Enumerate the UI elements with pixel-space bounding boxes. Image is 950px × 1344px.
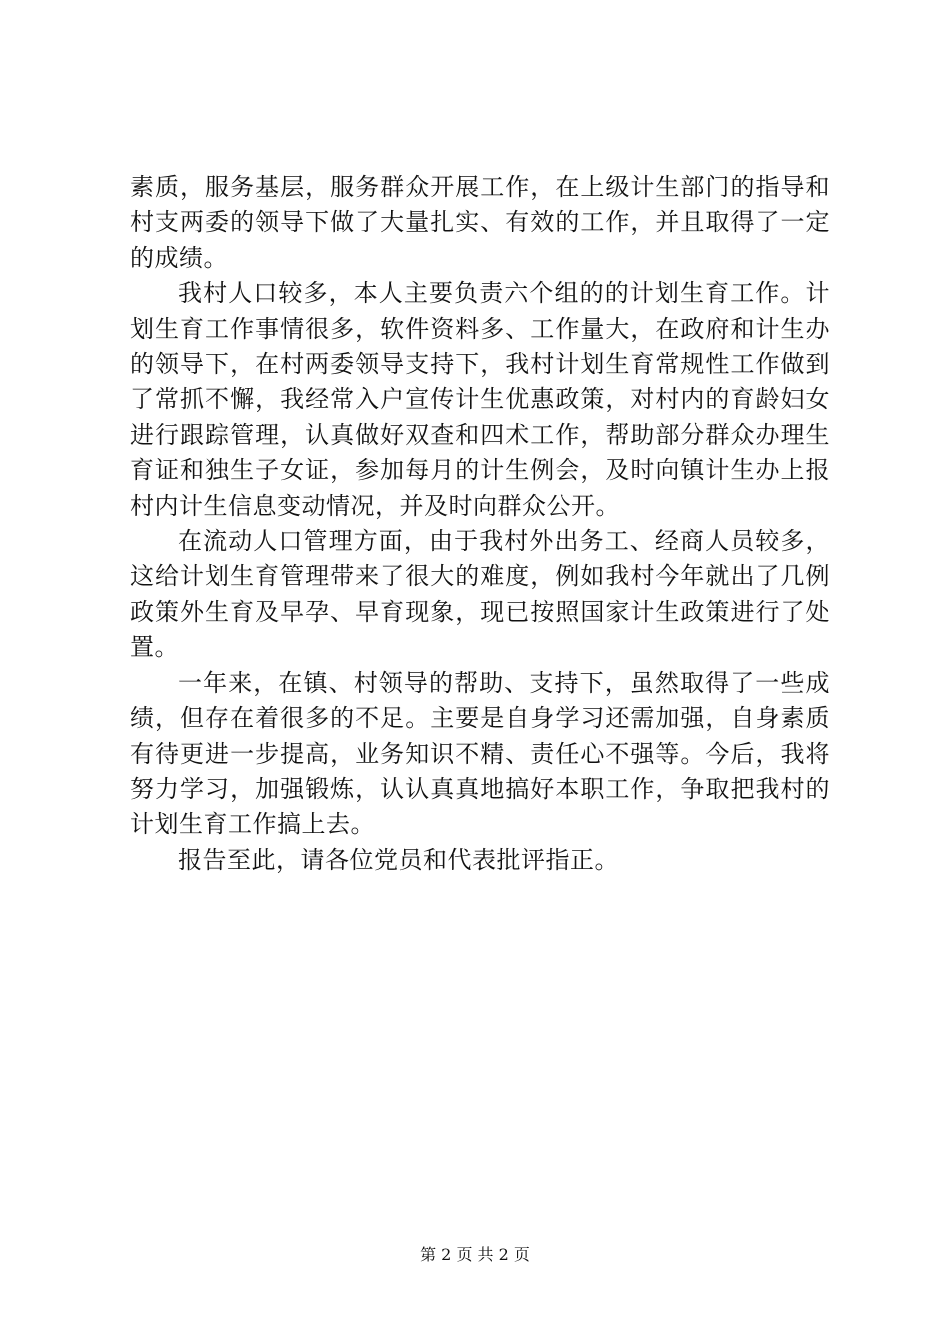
paragraph-shortcomings: 一年来，在镇、村领导的帮助、支持下，虽然取得了一些成绩，但存在着很多的不足。主要是自身学习还需加强，自身素质有待更进一步提高，业务知识不精、责任心不强等。今后，我将努力学习，加强锻炼，认认真真地搞好本职工作，争取把我村的计划生育工作搞上去。 xyxy=(130,668,830,839)
document-body xyxy=(130,170,830,878)
paragraph-continuation: 素质，服务基层，服务群众开展工作，在上级计生部门的指导和村支两委的领导下做了大量扎实、有效的工作，并且取得了一定的成绩。 xyxy=(130,173,830,272)
paragraph-closing: 报告至此，请各位党员和代表批评指正。 xyxy=(178,845,619,874)
page-number-footer: 第 2 页 共 2 页 xyxy=(420,1245,530,1264)
paragraph-floating-population: 在流动人口管理方面，由于我村外出务工、经商人员较多，这给计划生育管理带来了很大的难度，例如我村今年就出了几例政策外生育及早孕、早育现象，现已按照国家计生政策进行了处置。 xyxy=(130,527,830,662)
paragraph-family-planning-work: 我村人口较多，本人主要负责六个组的的计划生育工作。计划生育工作事情很多，软件资料多、工作量大，在政府和计生办的领导下，在村两委领导支持下，我村计划生育常规性工作做到了常抓不懈，我经常入户宣传计生优惠政策，对村内的育龄妇女进行跟踪管理，认真做好双查和四术工作，帮助部分群众办理生育证和独生子女证，参加每月的计生例会，及时向镇计生办上报村内计生信息变动情况，并及时向群众公开。 xyxy=(130,279,830,520)
